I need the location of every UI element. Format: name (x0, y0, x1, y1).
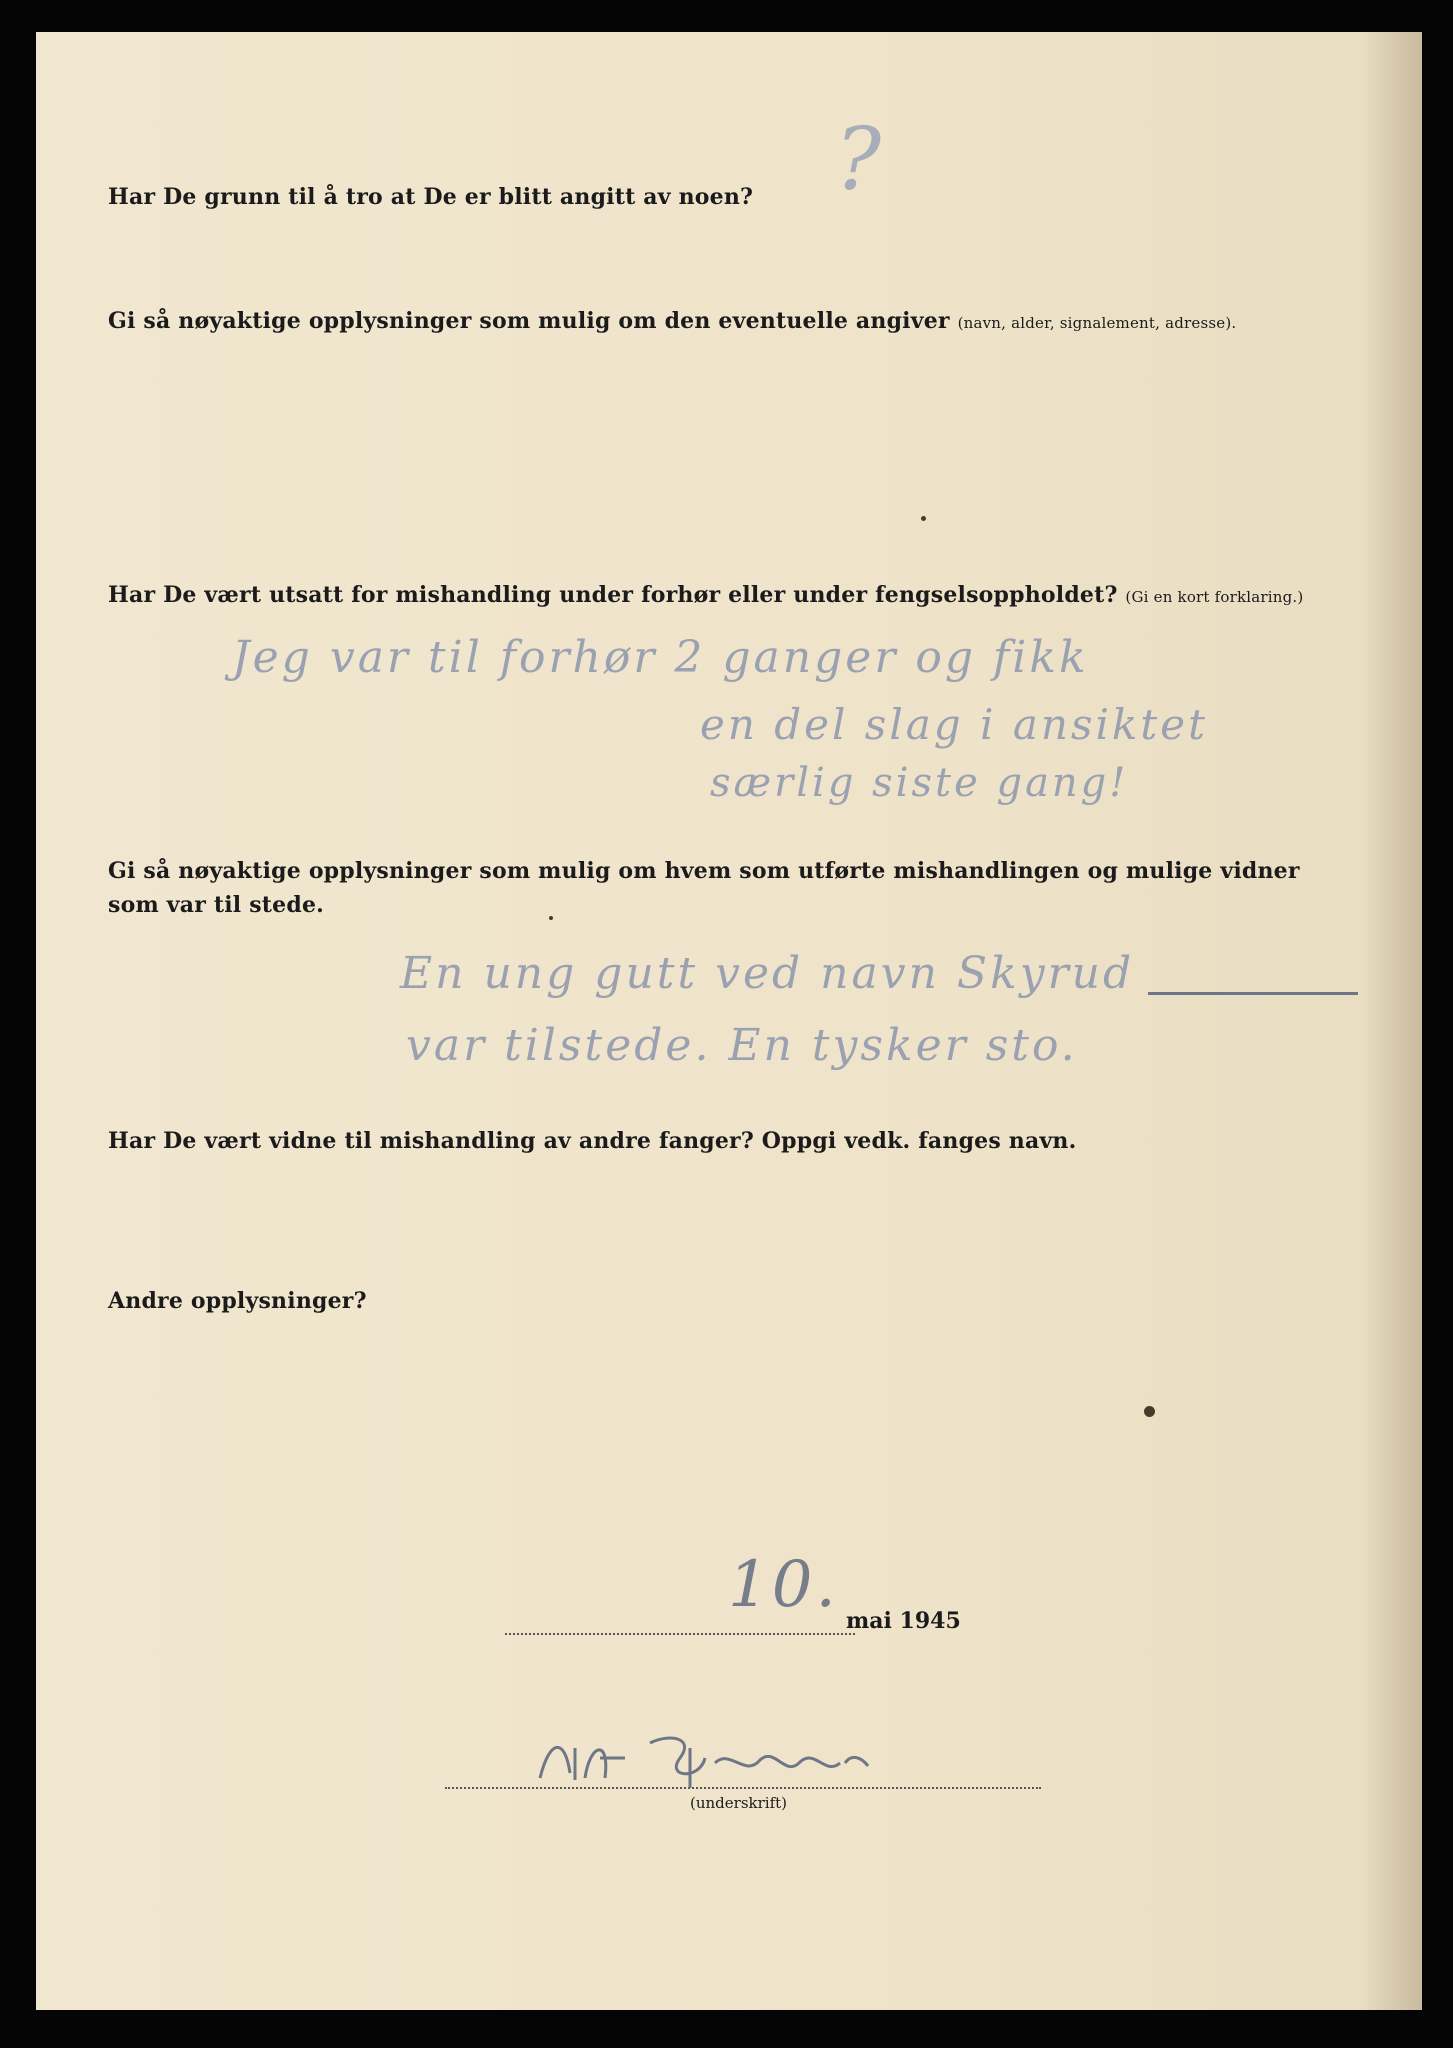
answer-denounced: ? (835, 110, 885, 210)
question-informer-details-text: Gi så nøyaktige opplysninger som mulig om den eventuelle angiver (108, 308, 950, 334)
answer-perpetrators-line-1: En ung gutt ved navn Skyrud (400, 948, 1135, 999)
question-perpetrators-line-2: som var til stede. (108, 892, 325, 918)
question-perpetrators (108, 854, 1368, 922)
paper-speck (921, 516, 926, 521)
name-underline (1148, 992, 1358, 995)
paper-speck (1144, 1406, 1155, 1417)
answer-mistreatment-line-1: Jeg var til forhør 2 ganger og fikk (232, 632, 1089, 683)
date-month-year: mai 1945 (846, 1608, 961, 1634)
answer-mistreatment-line-3: særlig siste gang! (710, 760, 1129, 806)
question-informer-details (108, 308, 1236, 334)
page-edge-shadow (1362, 32, 1422, 2010)
question-witnessed-mistreatment: Har De vært vidne til mishandling av andre fanger? Oppgi vedk. fanges navn. (108, 1128, 1077, 1154)
date-dotted-line (505, 1632, 855, 1635)
question-other-info: Andre opplysninger? (108, 1288, 367, 1314)
handwritten-signature (530, 1718, 890, 1798)
answer-mistreatment-line-2: en del slag i ansiktet (700, 700, 1208, 749)
question-mistreatment-hint: (Gi en kort forklaring.) (1125, 588, 1304, 606)
question-informer-details-hint: (navn, alder, signalement, adresse). (957, 314, 1237, 332)
date-day: 10. (728, 1548, 839, 1622)
answer-perpetrators-line-2: var tilstede. En tysker sto. (406, 1020, 1078, 1071)
question-perpetrators-line-1: Gi så nøyaktige opplysninger som mulig om hvem som utførte mishandlingen og mulige vidner (108, 858, 1300, 884)
question-mistreatment (108, 582, 1303, 608)
paper-speck (549, 916, 553, 920)
signature-label: (underskrift) (690, 1794, 788, 1812)
question-denounced: Har De grunn til å tro at De er blitt angitt av noen? (108, 184, 754, 210)
question-mistreatment-text: Har De vært utsatt for mishandling under forhør eller under fengselsoppholdet? (108, 582, 1118, 608)
